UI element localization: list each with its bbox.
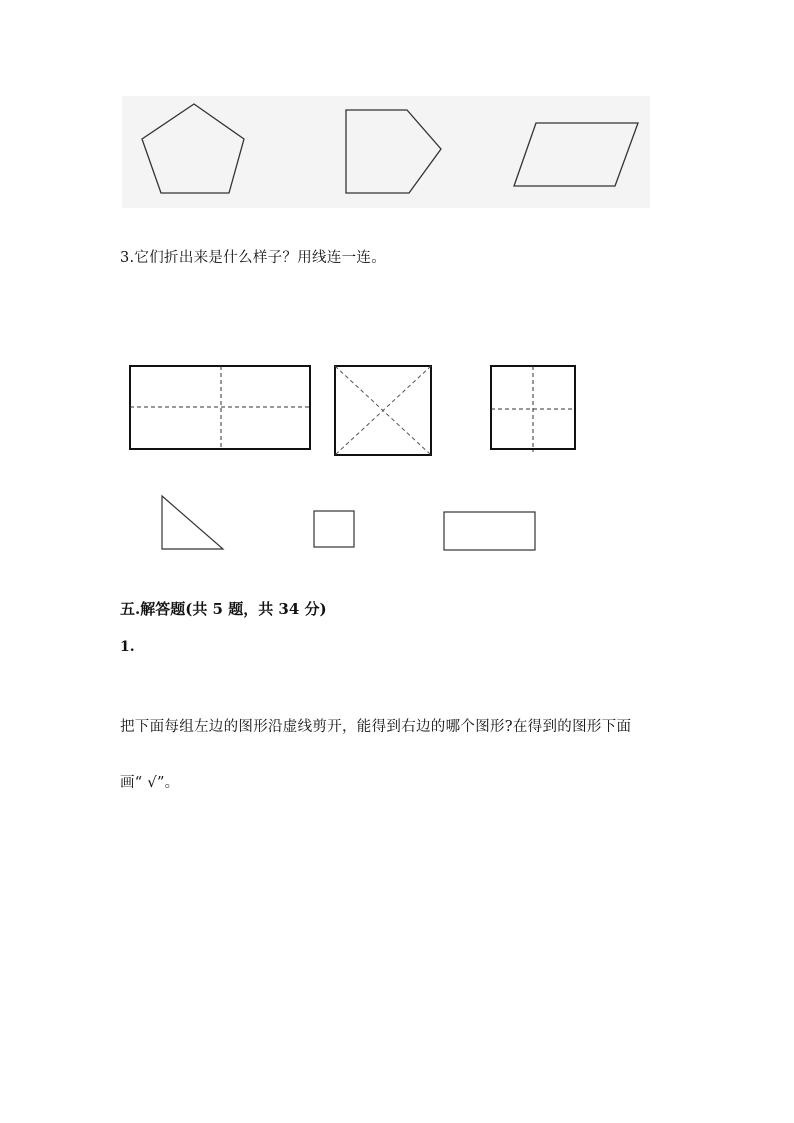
result-rectangle <box>444 512 535 550</box>
section-5-title: 五.解答题(共 5 题，共 34 分) <box>120 600 327 618</box>
question-1-number: 1. <box>120 639 135 655</box>
question-1-line-1: 把下面每组左边的图形沿虚线剪开，能得到右边的哪个图形?在得到的图形下面 <box>120 719 632 735</box>
folded-rectangle-large <box>130 366 310 449</box>
question-1-line-2: 画“ √”。 <box>120 775 180 791</box>
result-triangle <box>162 496 223 549</box>
question-3-prompt: 3.它们折出来是什么样子？用线连一连。 <box>120 250 387 266</box>
folded-square-cross <box>491 366 575 452</box>
result-small-square <box>314 511 354 547</box>
folded-square-diagonals <box>335 366 431 455</box>
